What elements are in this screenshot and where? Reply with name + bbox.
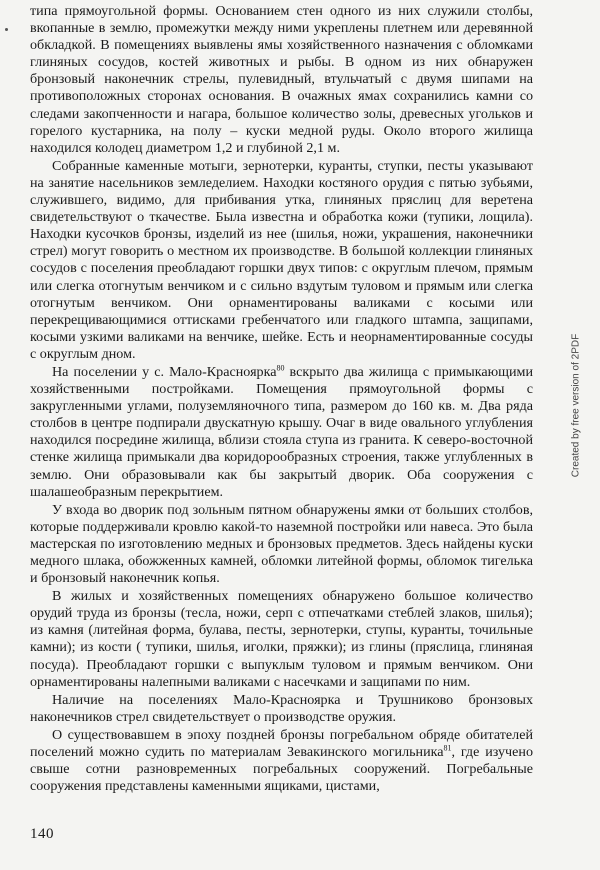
paragraph-5 (30, 588, 533, 691)
paragraph-6-text: Наличие на поселениях Мало-Красноярка и Трушниково бронзовых наконечников стрел свидетельствует о производстве оружия. (30, 691, 533, 725)
paragraph-1 (30, 3, 533, 157)
paragraph-3-text: вскрыто два жилища с примыкающими хозяйственными постройками. Помещения прямоугольной формы с закругленными углами, полуземляночного типа, размером до 160 кв. м. Два ряда столбов в центре подпирали двускатную крышу. Очаг в виде овального углубления находился посредине жилища, вблизи стояла ступа из гранита. К северо-восточной стенке жилища примыкали два коридорообразных строения, также углубленных в землю. Они образовывали как бы закрытый дворик. Оба сооружения с шалашеобразным перекрытием. (30, 363, 533, 500)
paragraph-7-text: , где изучено свыше сотни разновременных погребальных сооружений. Погребальные сооружения представлены каменными ящиками, цистами, (30, 744, 533, 795)
document-body (30, 3, 533, 795)
paragraph-3-lead: На поселении у с. Мало-Красноярка (52, 363, 277, 380)
paragraph-7 (30, 727, 533, 795)
paragraph-2-text: Собранные каменные мотыги, зернотерки, куранты, ступки, песты указывают на занятие насельников земледелием. Находки костяного орудия с пятью зубьями, служившего, видимо, для прибивания утка, глиняных пряслиц для веретена свидетельствуют о ткачестве. Была известна и обработка кожи (тупики, лощила). Находки кусочков бронзы, изделий из нее (шилья, ножи, украшения, наконечники стрел) могут говорить о местном их производстве. В большой коллекции глиняных сосудов с поселения преобладают горшки двух типов: с округлым плечом, прямым или слегка отогнутым венчиком и с сильно вздутым туловом и прямым или слегка отогнутым венчиком. Они орнаментированы валиками с косыми или перекрещивающимися оттисками гребенчатого или гладкого штампа, защипами, косыми узкими валиками на венчике, шейке. Есть и неорнаментированные сосуды с округлым дном. (30, 157, 533, 362)
footnote-ref-81: 81 (443, 743, 452, 753)
paragraph-5-text: В жилых и хозяйственных помещениях обнаружено большое количество орудий труда из бронзы (тесла, ножи, серп с отпечатками стеблей злаков, шилья); из камня (литейная форма, булава, песты, зернотерки, ступы, куранты, точильные камни); из кости ( тупики, шилья, иголки, пряжки); из глины (пряслица, глиняная посуда). Преобладают горшки с выпуклым туловом и прямым венчиком. Они орнаментированы налепными валиками с насечками и защипами по ним. (30, 588, 533, 690)
scan-speck (5, 28, 8, 31)
paragraph-1-text: типа прямоугольной формы. Основанием стен одного из них служили столбы, вкопанные в землю, промежутки между ними укреплены плетнем или деревянной обкладкой. В помещениях выявлены ямы хозяйственного назначения с обломками глиняных сосудов, костей животных и рыбы. В одном из них обнаружен бронзовый наконечник стрелы, пулевидный, втульчатый с двумя шипами на противоположных сторонах основания. В очажных ямах сохранились камни со следами закопченности и нагара, большое количество золы, древесных угольков и горелого кустарника, на полу – куски медной руды. Около второго жилища находился колодец диаметром 1,2 и глубиной 2,1 м. (30, 3, 533, 156)
paragraph-4 (30, 502, 533, 587)
paragraph-3 (30, 364, 533, 501)
watermark-text: Created by free version of 2PDF (570, 333, 582, 478)
paragraph-7-lead: О существовавшем в эпоху поздней бронзы погребальном обряде обитателей поселений можно судить по материалам Зевакинского могильника (30, 726, 533, 761)
footnote-ref-80: 80 (276, 363, 285, 373)
page-number: 140 (30, 826, 54, 842)
paragraph-6 (30, 692, 533, 726)
paragraph-2 (30, 158, 533, 363)
paragraph-4-text: У входа во дворик под зольным пятном обнаружены ямки от больших столбов, которые поддерживали кровлю какой-то наземной постройки или навеса. Это была мастерская по изготовлению медных и бронзовых предметов. Здесь найдены куски медного шлака, обожженных камней, обломки литейной формы, обломок тигелька и бронзовый наконечник копья. (30, 501, 533, 587)
